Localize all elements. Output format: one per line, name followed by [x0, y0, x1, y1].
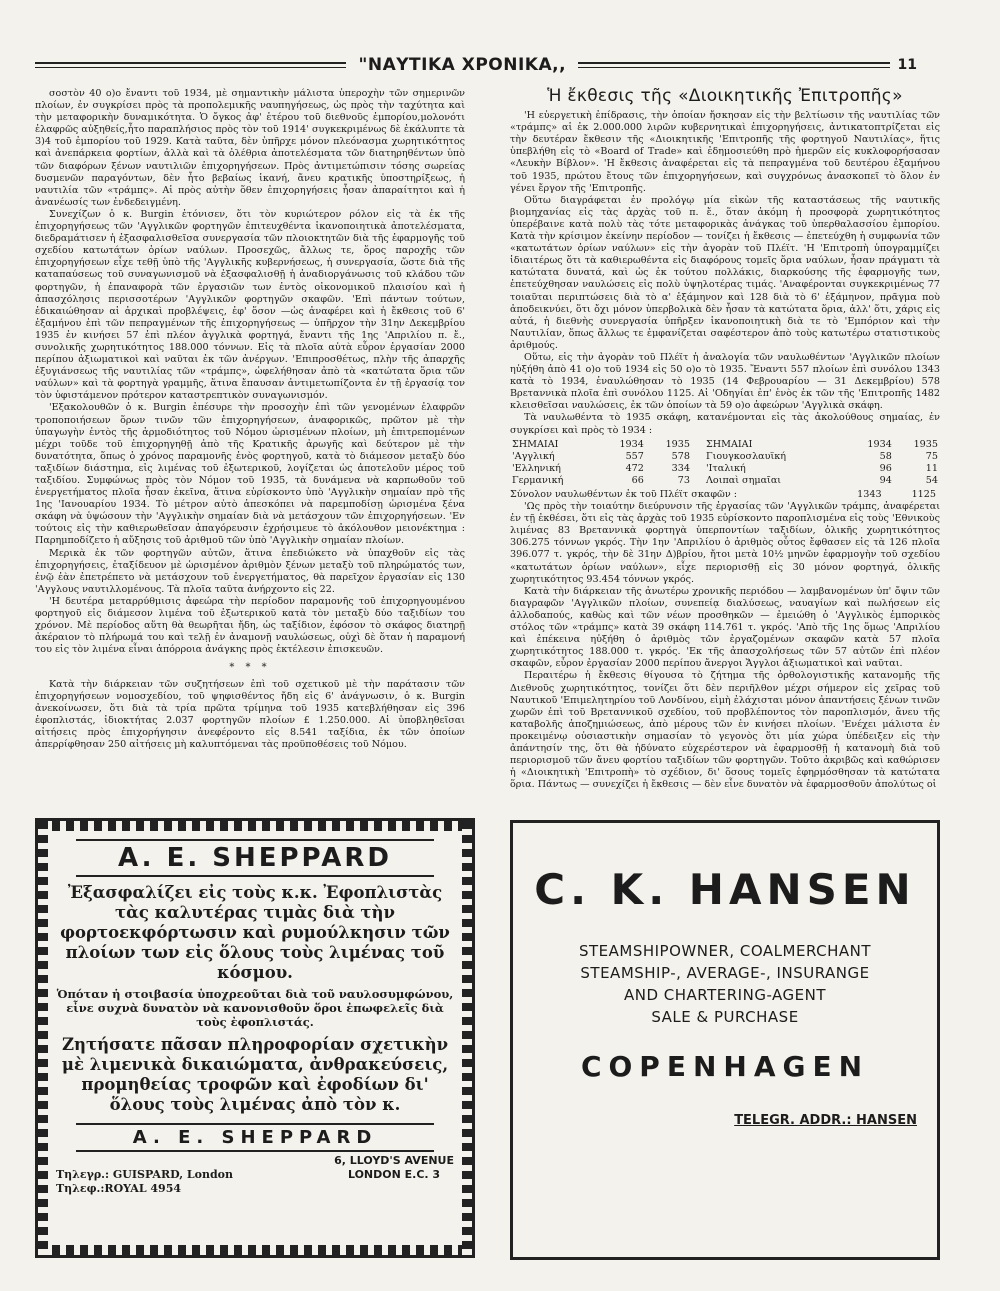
header-rule-left: [35, 62, 346, 68]
total-1934: 1343: [857, 489, 882, 500]
article-paragraph: 'Εξακολουθῶν ὁ κ. Burgin ἐπέσυρε τὴν προσοχὴν ἐπὶ τῶν γενομένων ἐλαφρῶν τροποποιήσεων ὅρων τινῶν τῶν ἐπιχορηγήσεων, ἀναφορικῶς, πρῶτον μὲ τὴν ὑπαγωγὴν ἐντὸς τῆς ἁρμοδιότητος τοῦ Νόμου ὡρισμένων πλοίων, μὴ ἐπιτρεπομένων μέχρι τοῦδε τοῦ ἐπιχορηγηθῇ ἀπὸ τῆς Κρατικῆς ἀρωγῆς καὶ δεύτερον μὲ τὴν δυνατότητα, ὅπως ὁ χρόνος παραμονῆς ἑνὸς φορτηγοῦ, κατὰ τὸ διάμεσον μεταξὺ δύο ταξιδίων διάστημα, εἰς λιμένας τοῦ ἐξωτερικοῦ, λογίζεται ὡς ἀποτελοῦν μέρος τοῦ ταξιδίου. Συμφώνως πρὸς τὸν Νόμον τοῦ 1935, τὰ δυνάμενα νὰ καρπωθοῦν τοῦ ἐνεργετήματος πλοῖα ἦσαν ἐκεῖνα, ἅτινα εὑρίσκοντο ὑπὸ 'Αγγλικὴν σημαίαν πρὸ τῆς 1ης 'Ιανουαρίου 1934. Τὸ μέτρον αὐτὸ ἀπεσκόπει νὰ παρεμποδίσῃ ὡρισμένα ξένα σκάφη νὰ ὑψώσουν τὴν 'Αγγλικὴν σημαίαν διὰ νὰ μετάσχουν τῶν ἐπιχορηγήσεων. 'Εν τούτοις εἰς τὴν καθιερωθεῖσαν ἀπαγόρευσιν ἐχρήσιμευε τὸ ἀκόλουθον μειονέκτημα : Παρημποδίζετο ἡ αὔξησις τοῦ ἀριθμοῦ τῶν ὑπὸ 'Αγγλικὴν σημαίαν πλοίων.: [35, 402, 465, 547]
advertisement-hansen: [510, 820, 940, 1260]
ad-border-pattern: [462, 821, 472, 1255]
article-paragraph: Συνεχίζων ὁ κ. Burgin ἐτόνισεν, ὅτι τὸν κυριώτερον ρόλον εἰς τὰ ἐκ τῆς ἐπιχορηγήσεως τῶν 'Αγγλικῶν φορτηγῶν ἐπιτευχθέντα ἱκανοποιητικὰ ἀποτελέσματα, διεδραμάτισεν ἡ ἐξασφαλισθεῖσα συνεργασία τῶν πλοιοκτητῶν διὰ τῆς ἐφαρμογῆς τοῦ σχεδίου κατωτάτων ὁρίων ναύλων. Προσεχῶς, ἄλλως τε, ὅρος παροχῆς τῶν ἐπιχορηγήσεων εἶχε τεθῇ ὑπὸ τῆς 'Αγγλικῆς κυβερνήσεως, ἡ συνεργασία, ὥστε διὰ τῆς καταπαύσεως τοῦ συναγωνισμοῦ νὰ ἐξασφαλισθῇ ἡ ἀναδιοργάνωσις τοῦ κλάδου τῶν φορτηγῶν, ἡ ἐπαναφορὰ τῶν ἐργασιῶν των ἐντὸς οἰκονομικοῦ πλαισίου καὶ ἡ ἀπασχόλησις περισσοτέρων 'Αγγλικῶν φορτηγῶν σκαφῶν. 'Επὶ πάντων τούτων, ἐδικαιώθησαν αἱ ἀρχικαὶ προβλέψεις, ἐφ' ὅσον —ὡς ἀναφέρει καὶ ἡ ἔκθεσις τοῦ 6' ἐξαμήνου ἐπὶ τῶν πεπραγμένων τῆς ἐπιχορηγήσεως — ὑπῆρχον τὴν 31ην Δεκεμβρίου 1935 ἐν κινήσει 57 ἐπὶ πλέον ἀγγλικὰ φορτηγά, ἔναντι τῆς 1ης 'Απριλίου π. ἔ., συνολικῆς χωρητικότητος 188.000 τόννων. Εἰς τὰ πλοῖα αὐτὰ εὗρον ἐργασίαν 2000 περίπου ἀξιωματικοὶ καὶ ναῦται ἐκ τῶν ἀνέργων. 'Επιπροσθέτως, πλὴν τῆς ἀπαρχῆς ἐξυγιάνσεως τῆς ναυτιλίας τῶν «τράμπς», ὠφελήθησαν ἀπὸ τὰ «κατώτατα ὅρια τῶν ναύλων» καὶ τὰ φορτηγὰ γραμμῆς, ἅτινα ἔπαυσαν ἀντιμετωπίζοντα ἐν τῇ ἐργασίᾳ τον τὸν ὑφιστάμενον πρότερον καταστρεπτικὸν συναγωνισμόν.: [35, 208, 465, 402]
ad-border-pattern: [38, 1245, 472, 1255]
table-cell: 'Ιταλική: [705, 462, 746, 474]
table-cell: 66: [631, 474, 644, 486]
table-header-row: [510, 439, 940, 451]
article-paragraph: Τὰ ναυλωθέντα τὸ 1935 σκάφη, κατανέμονται εἰς τὰς ἀκολούθους σημαίας, ἐν συγκρίσει καὶ πρὸς τὸ 1934 :: [510, 412, 940, 436]
total-label: Σύνολον ναυλωθέντων ἐκ τοῦ Πλέϊτ σκαφῶν :: [510, 489, 737, 500]
table-cell: 557: [625, 450, 644, 462]
table-cell: 334: [671, 462, 690, 474]
ad-content: [527, 837, 923, 1243]
table-cell: 'Ελληνική: [512, 462, 561, 474]
total-values: [857, 489, 940, 501]
table-cell: 'Αγγλική: [512, 450, 555, 462]
ad-text: STEAMSHIPOWNER, COALMERCHANT: [578, 942, 872, 960]
page-number: 11: [897, 57, 917, 73]
table-cell: 96: [879, 462, 892, 474]
table-cell: 578: [671, 450, 690, 462]
article-paragraph: σοστὸν 40 ο)ο ἔναντι τοῦ 1934, μὲ σημαντικὴν μάλιστα ὑπεροχὴν τῶν σημερινῶν πλοίων, ἐν συγκρίσει πρὸς τὰ προπολεμικῆς ναυπηγήσεως, ὡς πρὸς τὴν ταχύτητα καὶ τὴν μεταφορικὴν δυναμικότητα. Ὁ ὄγκος ἀφ' ἑτέρου τοῦ διεθνοῦς ἐμπορίου,μολονότι ἐλαφρῶς αὐξηθείς,ἦτο παραπλήσιος πρὸς τὸν τοῦ 1914' συγκεκριμένως δὲ ἐκάλυπτε τὰ 3)4 τοῦ ἐμπορίου τοῦ 1929. Κατὰ ταῦτα, δὲν ὑπῆρχε μόνον πλεόνασμα χωρητικότητος καὶ ἀνεπάρκεια φορτίων, ἀλλὰ καὶ τὰ ὀλέθρια ἀποτελέσματα τῶν διατηρηθέντων ὑπὸ τῶν διαφόρων ξένων ναυτιλιῶν ἐπιχορηγήσεων. Πρὸς ἀντιμετώπισιν τόσης σωρείας δυσμενῶν παραγόντων, δὲν ἦτο βεβαίως ἱκανή, ἄνευ κρατικῆς ὑποστηρίξεως, ἡ ναυτιλία τῶν «τράμπς». Αἱ πρὸς αὐτὴν ὅθεν ἐπιχορηγήσεις ἦσαν ἀπαραίτητοι καὶ ἡ ἀνανέωσίς των ἐνδεδειγμένη.: [35, 88, 465, 208]
table-cell: Γερμανική: [512, 474, 564, 486]
table-header: ΣΗΜΑΙΑΙ: [705, 438, 753, 450]
table-row: [510, 475, 940, 487]
ad-text: Ἐξασφαλίζει εἰς τοὺς κ.κ. Ἐφοπλιστὰς τὰς καλυτέρας τιμὰς διὰ τὴν φορτοεκφόρτωσιν καὶ ρυμούλκησιν τῶν πλοίων των εἰς ὅλους τοὺς λιμένας τοῦ κόσμου.: [60, 883, 450, 982]
table-header: 1935: [665, 438, 690, 450]
total-1935: 1125: [911, 489, 936, 500]
article-paragraph: Οὕτω διαγράφεται ἐν προλόγῳ μία εἰκὼν τῆς καταστάσεως τῆς ναυτικῆς βιομηχανίας εἰς τὰς ἀρχὰς τοῦ π. ἔ., ὅταν ἀκόμη ἡ προσφορὰ χωρητικότητος ὑπερέβαινε κατὰ πολὺ τὰς τότε μεταφορικὰς ἀνάγκας τοῦ ὑπερθαλασσίου ἐμπορίου. Κατὰ τὴν κρίσιμον ἐκείνην περίοδον — τονίζει ἡ ἔκθεσις — ἐπετεύχθη ἡ συμφωνία τῶν «κατωτάτων ὁρίων ναύλων» εἰς τὴν ἀγορὰν τοῦ Πλέϊτ. 'Η 'Επιτροπὴ ὑπογραμμίζει ἰδιαιτέρως ὅτι τὰ καθιερωθέντα εἰς διαφόρους τομεῖς ὅρια ναύλων, ἦσαν πράγματι τὰ κατώτατα δυνατά, καὶ ὡς ἐκ τούτου πολλάκις, διαρκούσης τῆς ἐφαρμογῆς των, ἐπετεύχθησαν ναυλώσεις εἰς πολὺ ὑψηλοτέρας τιμάς. 'Αναφέρονται συγκεκριμένως 77 τοιαῦται περιπτώσεις διὰ τὸ α' ἑξάμηνον καὶ 128 διὰ τὸ 6' ἑξάμηνον, πρᾶγμα ποὺ ἀποδεικνύει, ὅτι ὄχι μόνον ὑπερβολικὰ δὲν ἦσαν τὰ κατώτατα ὅρια, ἀλλ' ὅτι, χάρις εἰς αὐτά, ἡ διεθνὴς συνεργασία ὑπῆρξεν ἱκανοποιητικὴ διὰ τε τὸ 'Εμπόριον καὶ τὴν Ναυτιλίαν, ὅπως ἄλλως τε ἐμφανίζεται σαφέστερον ἀπὸ τοὺς κατωτέρω στατιστικοὺς ἀριθμούς.: [510, 194, 940, 351]
article-paragraph: 'Η δευτέρα μεταρρύθμισις ἀφεώρα τὴν περίοδον παραμονῆς τοῦ ἐπιχορηγουμένου φορτηγοῦ εἰς διάμεσον λιμένα τοῦ ἐξωτερικοῦ κατὰ τὸν μεταξὺ δύο ταξιδίων του χρόνον. Μὲ περίοδος αὕτη θὰ θεωρῆται ἤδη, ὡς ταξίδιον, ἐφόσον τὸ σκάφος διατηρῇ ἀκέραιον τὸ πλήρωμά του καὶ τελῇ ἐν ἀναμονῇ ναυλώσεως, οὐχὶ δὲ ὅταν ἡ παραμονή του εἰς τὸν λιμένα εἶναι ἀπόρροια ἀνάγκης πρὸς ἐκτέλεσιν ἐπισκευῶν.: [35, 595, 465, 656]
right-column: [510, 88, 940, 791]
article-paragraph: 'Ως πρὸς τὴν τοιαύτην διεύρυνσιν τῆς ἐργασίας τῶν 'Αγγλικῶν τράμπς, ἀναφέρεται ἐν τῇ ἐκθέσει, ὅτι εἰς τὰς ἀρχὰς τοῦ 1935 εὑρίσκοντο παροπλισμένα εἰς τοὺς 'Εθνικοὺς λιμένας 83 Βρεταννικὰ φορτηγὰ ὑπερποντίων ταξιδίων, ὁλικῆς χωρητικότητος 306.275 τόννων γκρός. Τὴν 1ην 'Απριλίου ὁ ἀριθμὸς οὗτος ἔφθασεν εἰς τὰ 126 πλοῖα 396.077 τ. γκρός, τὴν δὲ 31ην Δ)βρίου, ἤτοι μετὰ 10½ μηνῶν ἐφαρμογὴν τοῦ σχεδίου «κατωτάτων ὁρίων ναύλων», εἶχε περιορισθῇ εἰς 30 μόνον φορτηγά, ὁλικῆς χωρητικότητος 93.454 τόννων γκρός.: [510, 501, 940, 585]
table-header: 1935: [913, 438, 938, 450]
table-cell: 75: [925, 450, 938, 462]
table-header: ΣΗΜΑΙΑΙ: [512, 438, 559, 450]
ad-contact: [56, 1154, 454, 1196]
ad-border-pattern: [38, 821, 48, 1255]
table-row: [510, 451, 940, 463]
article-paragraph: Περαιτέρω ἡ ἔκθεσις θίγουσα τὸ ζήτημα τῆς ὀρθολογιστικῆς κατανομῆς τῆς Διεθνοῦς χωρητικότητος, τονίζει ὅτι δὲν περιῆλθον μέχρι σήμερον εἰς χεῖρας τοῦ Ναυτικοῦ 'Επιμελητηρίου τοῦ Λονδίνου, εἰμὴ ἐλάχισται μόνον ἀπαντήσεις ξένων τινῶν χωρῶν ἐπὶ τοῦ Βρεταννικοῦ σχεδίου, τοῦ προβλέποντος τὸν παροπλισμόν, ἄνευ τῆς καταβολῆς ἀποζημιώσεως, ἀπὸ μέρους τῶν ἐν κινήσει πλοίων. 'Ενέχει μάλιστα ἐν προκειμένῳ οὐσιαστικὴν σημασίαν τὸ γεγονὸς ὅτι μία χώρα ὑπέδειξεν εἰς τὴν ἀπάντησίν της, ὅτι θὰ ἠδύνατο εὐχερέστερον νὰ ἐφαρμοσθῇ ἡ κατανομὴ διὰ τοῦ περιορισμοῦ τῶν ἄνευ φορτίου ταξιδίων τῶν φορτηγῶν. Τοῦτο ἀκριβῶς καὶ καθώρισεν ἡ «Διοικητικὴ 'Επιτροπὴ» τὸ σχέδιον, δι' ὅσους τομεῖς ἐφηρμόσθησαν τὰ κατώτατα ὅρια. Πάντως — συνεχίζει ἡ ἔκθεσις — δὲν εἶνε δυνατὸν νὰ ἐφαρμοσθοῦν ἀπολύτως οἱ: [510, 670, 940, 791]
section-divider: * * *: [229, 662, 271, 674]
advertisement-sheppard: [35, 818, 475, 1258]
ad-border-pattern: [38, 821, 472, 831]
article-paragraph: Κατὰ τὴν διάρκειαν τῶν συζητήσεων ἐπὶ τοῦ σχετικοῦ μὲ τὴν παράτασιν τῶν ἐπιχορηγήσεων νομοσχεδίου, τοῦ ψηφισθέντος ἤδη εἰς 6' ἀνάγνωσιν, ὁ κ. Burgin ἀνεκοίνωσεν, ὅτι διὰ τὰ τρία πρῶτα τρίμηνα τοῦ 1935 κατεβλήθησαν εἰς 396 ἐφοπλιστάς, ἰδιοκτήτας 2.037 φορτηγῶν πλοίων £ 1.250.000. Αἱ ὑποβληθεῖσαι αἰτήσεις πρὸς ἐπιχορήγησιν ἀνεφέροντο εἰς 8.541 ταξίδια, ἐκ τῶν ὁποίων ἀπερρίφθησαν 250 αἰτήσεις μὴ καλυπτόμεναι τὰς προϋποθέσεις τοῦ Νόμου.: [35, 678, 465, 750]
section-heading: Ἡ ἔκθεσις τῆς «Διοικητικῆς Ἐπιτροπῆς»: [547, 86, 903, 106]
table-cell: 73: [677, 474, 690, 486]
table-cell: Γιουγκοσλαυϊκή: [705, 450, 786, 462]
ad-brand-name: A. E. SHEPPARD: [76, 839, 434, 877]
publication-title: "ΝΑΥΤΙΚΑ ΧΡΟΝΙΚΑ,,: [358, 55, 567, 75]
article-paragraph: Μερικὰ ἐκ τῶν φορτηγῶν αὐτῶν, ἅτινα ἐπεδιώκετο νὰ ὑπαχθοῦν εἰς τὰς ἐπιχορηγήσεις, ἐταξίδευον μὲ ὡρισμένον ἀριθμὸν ξένων μεταξὺ τοῦ πληρώματός των, ἐνῷ ἐὰν ἐπετρέπετο νὰ μετάσχουν τοῦ ἐνεργετήματος, θὰ παρεῖχον ἐργασίαν εἰς 130 'Αγγλους ναυτιλλομένους. Τὰ πλοῖα ταῦτα ἀνήρχοντο εἰς 22.: [35, 547, 465, 595]
ad-brand-name: A. E. SHEPPARD: [76, 1123, 434, 1152]
table-cell: 54: [925, 474, 938, 486]
table-cell: Λοιπαὶ σημαῖαι: [705, 474, 782, 486]
ad-text: SALE & PURCHASE: [651, 1008, 799, 1026]
left-column: [35, 88, 465, 813]
table-total-row: [510, 489, 940, 501]
article-paragraph: Κατὰ τὴν διάρκειαν τῆς ἀνωτέρω χρονικῆς περιόδου — λαμβανομένων ὑπ' ὄψιν τῶν διαγραφῶν 'Αγγλικῶν πλοίων, συνεπείᾳ διαλύσεως, ναυαγίων καὶ πωλήσεων εἰς ἀλλοδαπούς, καθὼς καὶ τῶν νέων προσθηκῶν — ἐμειώθη ὁ 'Αγγλικὸς ἐμπορικὸς στόλος τῶν «τράμπς» κατὰ 39 σκάφη 114.761 τ. γκρός. 'Απὸ τῆς 1ης ὅμως 'Απριλίου καὶ ἐπέκεινα ηὐξήθη ὁ ἀριθμὸς τῶν ἐργαζομένων σκαφῶν κατὰ 57 πλοῖα χωρητικότητος 188.000 τ. γκρός. 'Εκ τῆς ἀπασχολήσεως τῶν 57 αὐτῶν ἐπὶ πλέον σκαφῶν, εὗρον ἐργασίαν 2000 περίπου ἄνεργοι Ἄγγλοι ἀξιωματικοὶ καὶ ναῦται.: [510, 585, 940, 670]
ad-text: Ὁπόταν ἡ στοιβασία ὑποχρεοῦται διὰ τοῦ ναυλοσυμφώνου, εἶνε συχνὰ δυνατὸν νὰ κανονισθοῦν ὅροι ἐπωφελεῖς διὰ τοὺς ἐφοπλιστάς.: [56, 987, 454, 1029]
ad-text: STEAMSHIP-, AVERAGE-, INSURANGE: [580, 964, 870, 982]
ad-telegram: TELEGR. ADDR.: HANSEN: [734, 1113, 917, 1128]
table-cell: 58: [879, 450, 892, 462]
ad-city: LONDON E.C. 3: [347, 1168, 441, 1181]
table-header: 1934: [619, 438, 644, 450]
ad-city: COPENHAGEN: [580, 1050, 870, 1083]
article-paragraph: Οὕτω, εἰς τὴν ἀγορὰν τοῦ Πλέϊτ ἡ ἀναλογία τῶν ναυλωθέντων 'Αγγλικῶν πλοίων ηὐξήθη ἀπὸ 41 ο)ο τοῦ 1934 εἰς 50 ο)ο τὸ 1935. Ἔναντι 557 πλοίων ἐπὶ συνόλου 1343 κατὰ τὸ 1934, ἐναυλώθησαν τὸ 1935 (14 Φεβρουαρίου — 31 Δεκεμβρίου) 578 Βρεταννικὰ πλοῖα ἐπὶ συνόλου 1125. Αἱ 'Οδηγίαι ἐπ' ἑνὸς ἐκ τῶν τῆς 'Επιτροπῆς 1482 κλεισθεῖσαι ναυλώσεις, ἐκ τῶν ὁποίων τὰ 59 ο)ο ἀφεώρων 'Αγγλικὰ σκάφη.: [510, 351, 940, 412]
ad-brand-name: C. K. HANSEN: [534, 865, 916, 914]
table-cell: 11: [925, 462, 938, 474]
table-cell: 94: [879, 474, 892, 486]
ad-telegrams: [56, 1154, 233, 1196]
page-header: [35, 50, 925, 80]
table-cell: 472: [625, 462, 644, 474]
flags-table: [510, 439, 940, 487]
ad-text: Ζητήσατε πᾶσαν πληροφορίαν σχετικὴν μὲ λιμενικὰ δικαιώματα, ἀνθρακεύσεις, προμηθείας τροφῶν καὶ ἐφοδίων δι' ὅλους τοὺς λιμένας ἀπὸ τὸν κ.: [61, 1035, 449, 1114]
article-paragraph: 'Η εὐεργετικὴ ἐπίδρασις, τὴν ὁποίαν ἤσκησαν εἰς τὴν βελτίωσιν τῆς ναυτιλίας τῶν «τράμπς» αἱ ἐκ 2.000.000 λιρῶν κυβερνητικαὶ ἐπιχορηγήσεις, ἀντικατοπτρίζεται εἰς τὴν δευτέραν ἔκθεσιν τῆς «Διοικητικῆς 'Επιτροπῆς τῆς φορτηγοῦ Ναυτιλίας», ἥτις ὑπεβλήθη εἰς τὸ «Board of Trade» καὶ ἐδημοσιεύθη πρὸ ἡμερῶν εἰς κυκλοφορήσασαν «Λευκὴν Βίβλον». 'Η ἔκθεσις ἀναφέρεται εἰς τὰ πεπραγμένα τοῦ δευτέρου ἐξαμήνου τοῦ 1935, πρώτου ἔτους τῶν ἐπιχορηγήσεων, καὶ συγχρόνως ἀνασκοπεῖ τὸ ὅλον ἐν γένει ἔργον τῆς 'Επιτροπῆς.: [510, 110, 940, 194]
header-rule-right: [578, 62, 889, 68]
table-row: [510, 463, 940, 475]
ad-text: AND CHARTERING-AGENT: [623, 986, 827, 1004]
ad-telephone: Τηλεφ.:ROYAL 4954: [56, 1182, 182, 1195]
ad-address: 6, LLOYD'S AVENUE: [334, 1154, 454, 1167]
ad-content: [56, 839, 454, 1237]
ad-telegram: Τηλεγρ.: GUISPARD, London: [56, 1168, 234, 1181]
ad-address-block: [334, 1154, 454, 1196]
table-header: 1934: [867, 438, 892, 450]
